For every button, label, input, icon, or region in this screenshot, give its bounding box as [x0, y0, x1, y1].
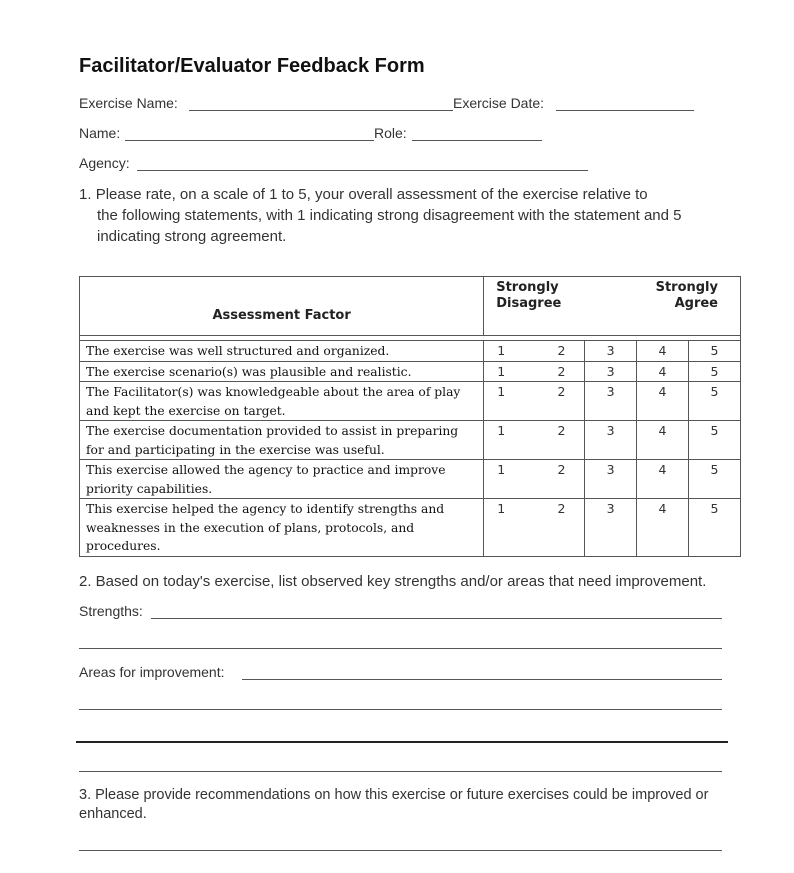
rating-option-4[interactable]: 4: [637, 460, 689, 499]
rating-option-2[interactable]: 2: [539, 421, 585, 460]
rating-option-2[interactable]: 2: [539, 361, 585, 382]
table-row: [80, 499, 741, 557]
rating-option-1[interactable]: 1: [484, 382, 539, 421]
name-label: Name:: [79, 125, 121, 141]
rating-option-2[interactable]: 2: [539, 341, 585, 362]
rating-option-2[interactable]: 2: [539, 460, 585, 499]
name-field[interactable]: [125, 140, 374, 141]
rating-option-4[interactable]: 4: [637, 499, 689, 557]
rating-option-1[interactable]: 1: [484, 460, 539, 499]
improvement-label: Areas for improvement:: [79, 664, 225, 680]
rating-option-4[interactable]: 4: [637, 361, 689, 382]
rating-option-3[interactable]: 3: [585, 460, 637, 499]
assessment-factor: The exercise was well structured and organized.: [80, 341, 484, 362]
table-row: [80, 341, 741, 362]
role-field[interactable]: [412, 140, 542, 141]
rating-option-3[interactable]: 3: [585, 382, 637, 421]
strongly-agree-header: Strongly Agree: [637, 277, 741, 336]
rating-option-5[interactable]: 5: [688, 499, 740, 557]
rating-option-5[interactable]: 5: [688, 421, 740, 460]
rating-option-4[interactable]: 4: [637, 382, 689, 421]
question-1-number: 1.: [79, 186, 92, 203]
question-2: 2. Based on today's exercise, list observed key strengths and/or areas that need improvement.: [79, 573, 707, 590]
question-1-first-line: Please rate, on a scale of 1 to 5, your overall assessment of the exercise relative to: [95, 186, 648, 203]
rating-option-1[interactable]: 1: [484, 499, 539, 557]
rating-option-2[interactable]: 2: [539, 499, 585, 557]
improvement-field-line-4[interactable]: [79, 771, 722, 772]
assessment-factor-header: Assessment Factor: [80, 277, 484, 336]
table-row: [80, 460, 741, 499]
rating-option-5[interactable]: 5: [688, 382, 740, 421]
recommendations-field-line[interactable]: [79, 850, 722, 851]
assessment-factor: The exercise scenario(s) was plausible and realistic.: [80, 361, 484, 382]
rating-option-4[interactable]: 4: [637, 421, 689, 460]
assessment-factor: This exercise allowed the agency to practice and improve priority capabilities.: [80, 460, 484, 499]
question-3: 3. Please provide recommendations on how this exercise or future exercises could be improved or enhanced.: [79, 787, 709, 822]
assessment-rows: [80, 336, 741, 557]
improvement-field-line-1[interactable]: [242, 679, 722, 680]
strengths-field-line-1[interactable]: [151, 618, 722, 619]
question-1-rest: the following statements, with 1 indicating strong disagreement with the statement and 5 indicating strong agreement.: [97, 207, 682, 245]
assessment-factor: The exercise documentation provided to assist in preparing for and participating in the exercise was useful.: [80, 421, 484, 460]
assessment-factor: This exercise helped the agency to identify strengths and weaknesses in the execution of plans, protocols, and procedures.: [80, 499, 484, 557]
rating-option-2[interactable]: 2: [539, 382, 585, 421]
strongly-disagree-header: Strongly Disagree: [484, 277, 585, 336]
rating-option-1[interactable]: 1: [484, 421, 539, 460]
exercise-date-field[interactable]: [556, 110, 694, 111]
table-row: [80, 421, 741, 460]
role-label: Role:: [374, 125, 407, 141]
assessment-factor: The Facilitator(s) was knowledgeable about the area of play and kept the exercise on target.: [80, 382, 484, 421]
rating-option-3[interactable]: 3: [585, 421, 637, 460]
table-row: [80, 382, 741, 421]
strengths-field-line-2[interactable]: [79, 648, 722, 649]
exercise-date-label: Exercise Date:: [453, 95, 545, 111]
rating-option-5[interactable]: 5: [688, 361, 740, 382]
improvement-field-line-3[interactable]: [76, 741, 728, 743]
rating-option-5[interactable]: 5: [688, 460, 740, 499]
question-1: [79, 184, 719, 247]
form-title: Facilitator/Evaluator Feedback Form: [79, 55, 425, 77]
agency-label: Agency:: [79, 155, 130, 171]
rating-option-3[interactable]: 3: [585, 499, 637, 557]
rating-option-4[interactable]: 4: [637, 341, 689, 362]
assessment-table: [79, 276, 741, 557]
rating-option-1[interactable]: 1: [484, 361, 539, 382]
rating-option-3[interactable]: 3: [585, 361, 637, 382]
rating-option-3[interactable]: 3: [585, 341, 637, 362]
strengths-label: Strengths:: [79, 603, 143, 619]
improvement-field-line-2[interactable]: [79, 709, 722, 710]
agency-field[interactable]: [137, 170, 588, 171]
exercise-name-label: Exercise Name:: [79, 95, 178, 111]
exercise-name-field[interactable]: [189, 110, 453, 111]
table-row: [80, 361, 741, 382]
rating-option-5[interactable]: 5: [688, 341, 740, 362]
rating-option-1[interactable]: 1: [484, 341, 539, 362]
